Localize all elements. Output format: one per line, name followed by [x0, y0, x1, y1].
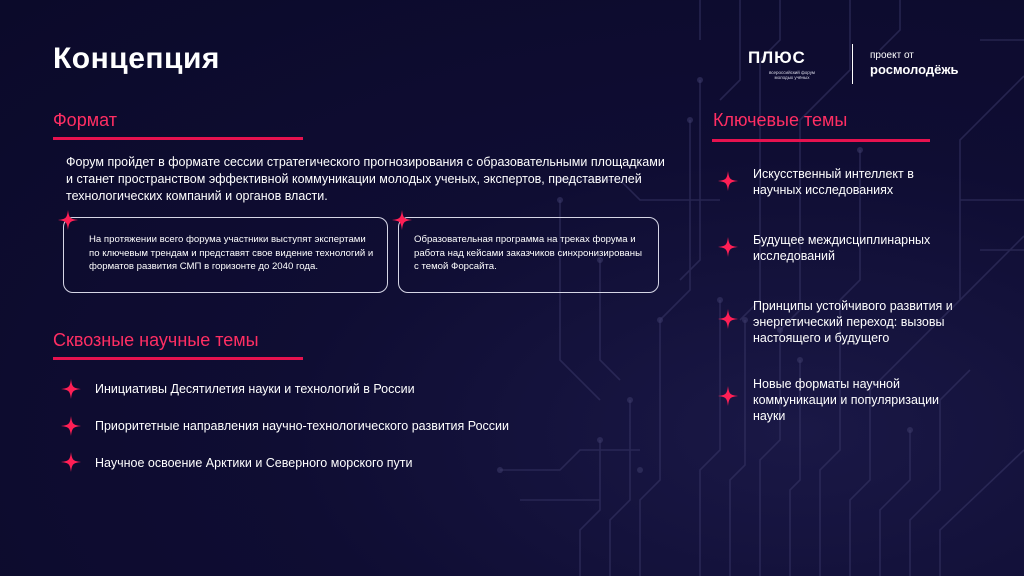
- logo-divider: [852, 44, 853, 84]
- key-topics-rule: [712, 139, 930, 142]
- logo-project-of: проект от: [870, 50, 914, 61]
- format-rule: [53, 137, 303, 140]
- star-icon: [61, 416, 81, 436]
- key-topic-item: Новые форматы научной коммуникации и популяризации науки: [753, 377, 940, 423]
- cross-topics-rule: [53, 357, 303, 360]
- star-icon: [718, 171, 738, 191]
- cross-topic-item: Инициативы Десятилетия науки и технологий в России: [95, 382, 415, 396]
- cross-topics-heading: Сквозные научные темы: [53, 330, 259, 350]
- key-topic-item: Принципы устойчивого развития и энергетический переход: вызовы настоящего и будущего: [753, 299, 953, 345]
- star-icon: [392, 210, 412, 230]
- key-topic-item: Будущее междисциплинарных исследований: [753, 233, 931, 263]
- format-card-2: [398, 217, 659, 293]
- star-icon: [718, 386, 738, 406]
- cross-topic-item: Приоритетные направления научно-технологического развития России: [95, 419, 509, 433]
- key-topics-heading: Ключевые темы: [713, 110, 848, 130]
- page-title: Концепция: [53, 42, 220, 75]
- star-icon: [718, 309, 738, 329]
- cross-topic-item: Научное освоение Арктики и Северного морского пути: [95, 456, 413, 470]
- key-topic-item: Искусственный интеллект в научных исследованиях: [753, 167, 914, 197]
- format-paragraph: Форум пройдет в формате сессии стратегического прогнозирования с образовательными площадками и станет пространством эффективной коммуникации молодых ученых, экспертов, представителей технологических компаний и органов власти.: [66, 155, 665, 203]
- star-icon: [61, 452, 81, 472]
- star-icon: [58, 210, 78, 230]
- logo-org: росмолодёжь: [870, 62, 959, 77]
- logo: [746, 44, 986, 88]
- logo-wordmark: ПЛЮС: [748, 48, 806, 67]
- logo-subtitle: всероссийский форум молодых учёных: [768, 70, 816, 80]
- format-card-1-text: На протяжении всего форума участники выступят экспертами по ключевым трендам и представят свое видение технологий и форматов развития СМП в горизонте до 2040 года.: [89, 234, 374, 272]
- star-icon: [718, 237, 738, 257]
- format-heading: Формат: [53, 110, 117, 130]
- star-icon: [61, 379, 81, 399]
- format-card-1: [63, 217, 388, 293]
- format-card-2-text: Образовательная программа на треках форума и работа над кейсами заказчиков синхронизированы с темой Форсайта.: [414, 234, 642, 272]
